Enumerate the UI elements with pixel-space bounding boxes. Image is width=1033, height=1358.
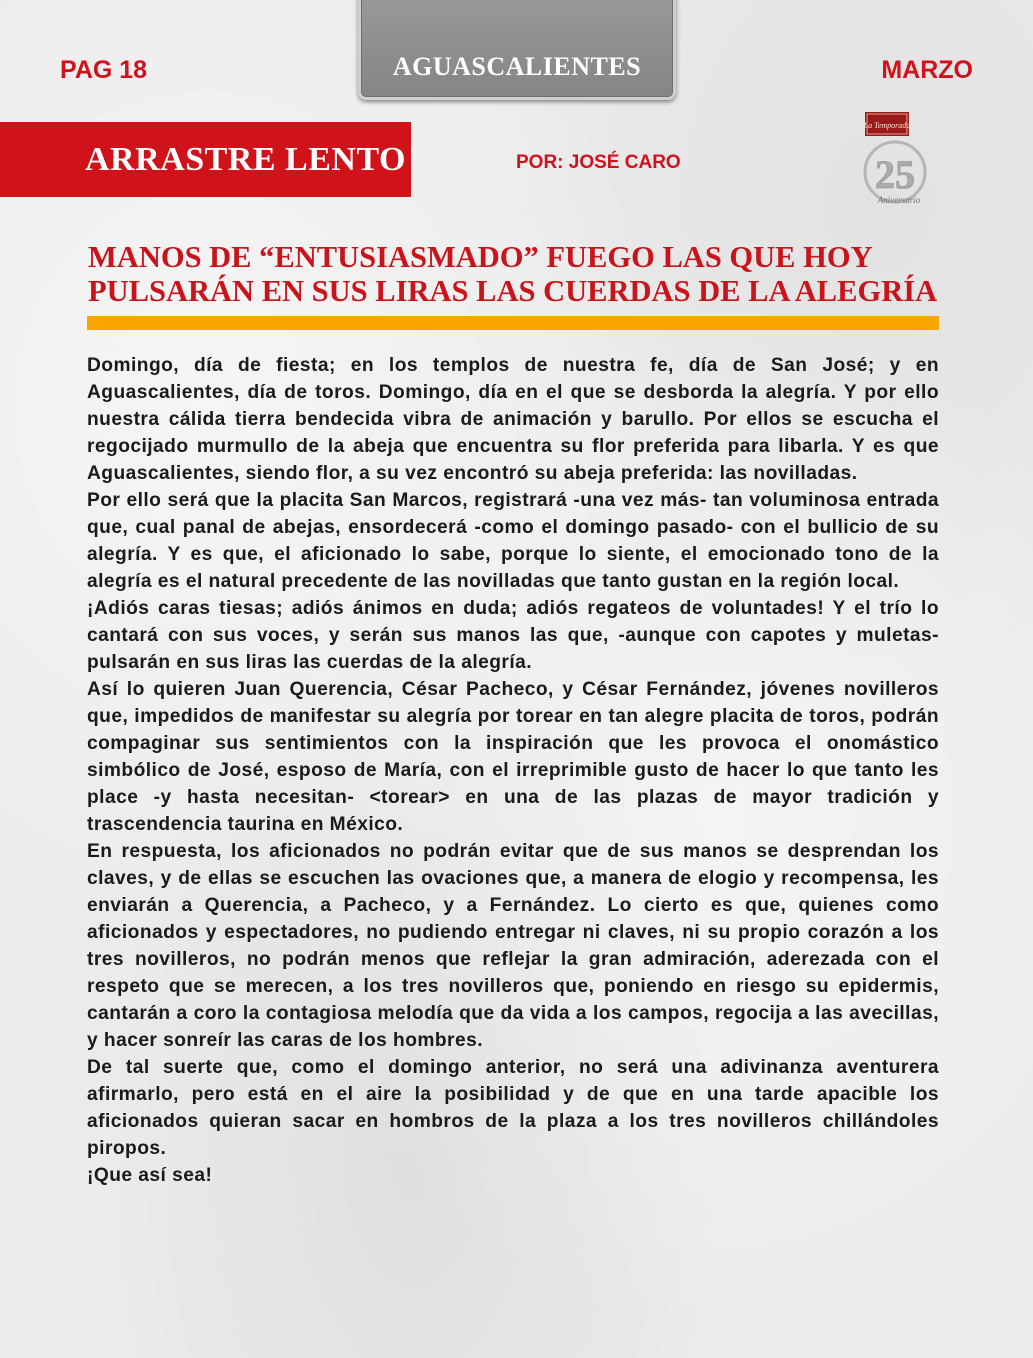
region-tab-label: AGUASCALIENTES [392, 52, 642, 81]
article-paragraph: ¡Que así sea! [87, 1165, 213, 1186]
headline-divider [87, 316, 939, 330]
issue-month: MARZO [881, 56, 973, 84]
article-headline [88, 240, 948, 308]
article-paragraph: Por ello será que la placita San Marcos, registrará -una vez más- tan voluminosa entrada que, cual panal de abejas, ensordecerá -como el domingo pasado- con el bullicio de su alegría. Y es que, el aficionado lo sabe, porque lo siente, el emocionado tono de la alegría es el natural precedente de las novilladas que tanto gustan en la región local. [87, 490, 939, 592]
author-byline: POR: JOSÉ CARO [516, 152, 681, 173]
article-paragraph: De tal suerte que, como el domingo anterior, no será una adivinanza aventurera afirmarlo, pero está en el aire la posibilidad y de que en una tarde apacible los aficionados quieran sacar en hombros de la plaza a los tres novilleros chillándoles piropos. [87, 1057, 939, 1159]
article-paragraph: Así lo quieren Juan Querencia, César Pacheco, y César Fernández, jóvenes novilleros que, impedidos de manifestar su alegría por torear en tan alegre placita de toros, podrán compaginar sus sentimientos con la inspiración que les provoca el onomástico simbólico de José, esposo de María, con el irreprimible gusto de hacer lo que tanto les place -y hasta necesitan- <torear> en una de las plazas de mayor tradición y trascendencia taurina en México. [87, 679, 939, 835]
logo-number: 25 [875, 152, 915, 197]
headline-line-1: MANOS DE “ENTUSIASMADO” FUEGO LAS QUE HOY [88, 240, 873, 274]
article-paragraph: En respuesta, los aficionados no podrán evitar que de sus manos se desprendan los claves, y de ellas se escuchen las ovaciones que, a manera de elogio y recompensa, les enviarán a Querencia, a Pacheco, y a Fernández. Lo cierto es que, quienes como aficionados y espectadores, no pudiendo entregar ni claves, ni su propio corazón a los tres novilleros, no podrán menos que reflejar la gran admiración, aderezada con el respeto que se merecen, a los tres novilleros que, poniendo en riesgo su epidermis, cantarán a coro la contagiosa melodía que da vida a los campos, regocija a las avecillas, y hacer sonreír las caras de los hombres. [87, 841, 939, 1051]
article-paragraph: Domingo, día de fiesta; en los templos de nuestra fe, día de San José; y en Aguascalientes, día de toros. Domingo, día en el que se desborda la alegría. Y por ello nuestra cálida tierra bendecida vibra de animación y barullo. Por ellos se escucha el regocijado murmullo de la abeja que encuentra su flor preferida para libarla. Y es que Aguascalientes, siendo flor, a su vez encontró su abeja preferida: las novilladas. [87, 355, 939, 484]
article-body [87, 352, 939, 1189]
section-title: ARRASTRE LENTO [85, 141, 406, 178]
anniversary-logo [855, 108, 939, 208]
logo-caption: Aniversario [877, 195, 921, 205]
region-tab [358, 0, 676, 100]
article-paragraph: ¡Adiós caras tiesas; adiós ánimos en duda; adiós regateos de voluntades! Y el trío lo cantará con sus voces, y serán sus manos las que, -aunque con capotes y muletas- pulsarán en sus liras las cuerdas de la alegría. [87, 598, 939, 673]
page-number: PAG 18 [60, 56, 148, 84]
logo-banner-text: La Temporada [863, 121, 911, 130]
headline-line-2: PULSARÁN EN SUS LIRAS LAS CUERDAS DE LA ALEGRÍA [88, 274, 938, 308]
